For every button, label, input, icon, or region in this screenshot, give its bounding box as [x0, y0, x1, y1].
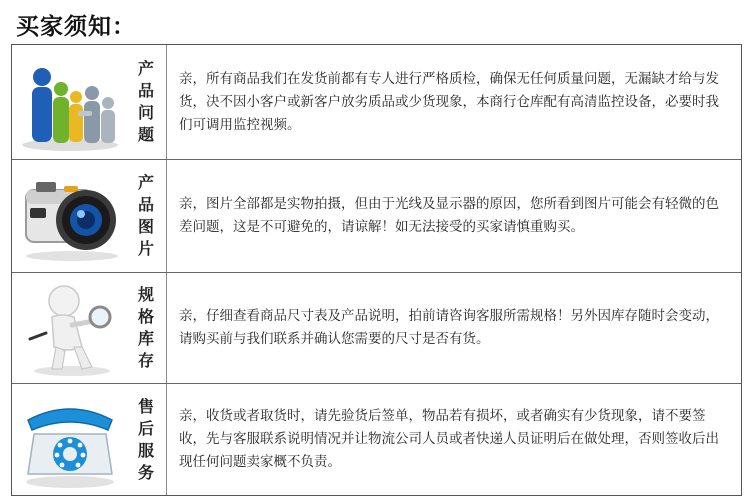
row-label: 规格库存: [137, 285, 154, 370]
notice-row-spec-stock: [12, 272, 741, 383]
row-label: 售后服务: [137, 396, 154, 482]
row-text: 亲，仔细查看商品尺寸表及产品说明，拍前请咨询客服所需规格！另外因库存随时会变动，请购买前与我们联系并确认您需要的尺寸是否有货。: [179, 308, 719, 347]
row-text: 亲，收货或者取货时，请先验货后签单，物品若有损坏，或者确实有少货现象，请不要签收，先与客服联系说明情况并让物流公司人员或者快递人员证明后在做处理，否则签收后出现任何问题卖家概不负责。: [179, 408, 719, 470]
people-team-icon: [12, 45, 126, 159]
notice-row-product-issue: [12, 45, 741, 159]
page-title: 买家须知：: [16, 14, 136, 40]
notice-table: [11, 44, 742, 496]
telephone-icon: [12, 384, 126, 495]
row-text: 亲，图片全部都是实物拍摄，但由于光线及显示器的原因，您所看到图片可能会有轻微的色差问题，这是不可避免的，请谅解！如无法接受的买家请慎重购买。: [179, 196, 719, 235]
row-label: 产品图片: [137, 173, 154, 258]
row-label: 产品问题: [137, 59, 154, 144]
notice-row-product-images: [12, 159, 741, 272]
notice-row-after-sales: [12, 383, 741, 495]
row-text: 亲，所有商品我们在发货前都有专人进行严格质检，确保无任何质量问题，无漏缺才给与发货，决不因小客户或新客户放劣质品或少货现象，本商行仓库配有高清监控设备，必要时我们可调用监控视频。: [179, 70, 719, 133]
magnifier-figure-icon: [12, 273, 126, 383]
camera-icon: [12, 160, 126, 272]
